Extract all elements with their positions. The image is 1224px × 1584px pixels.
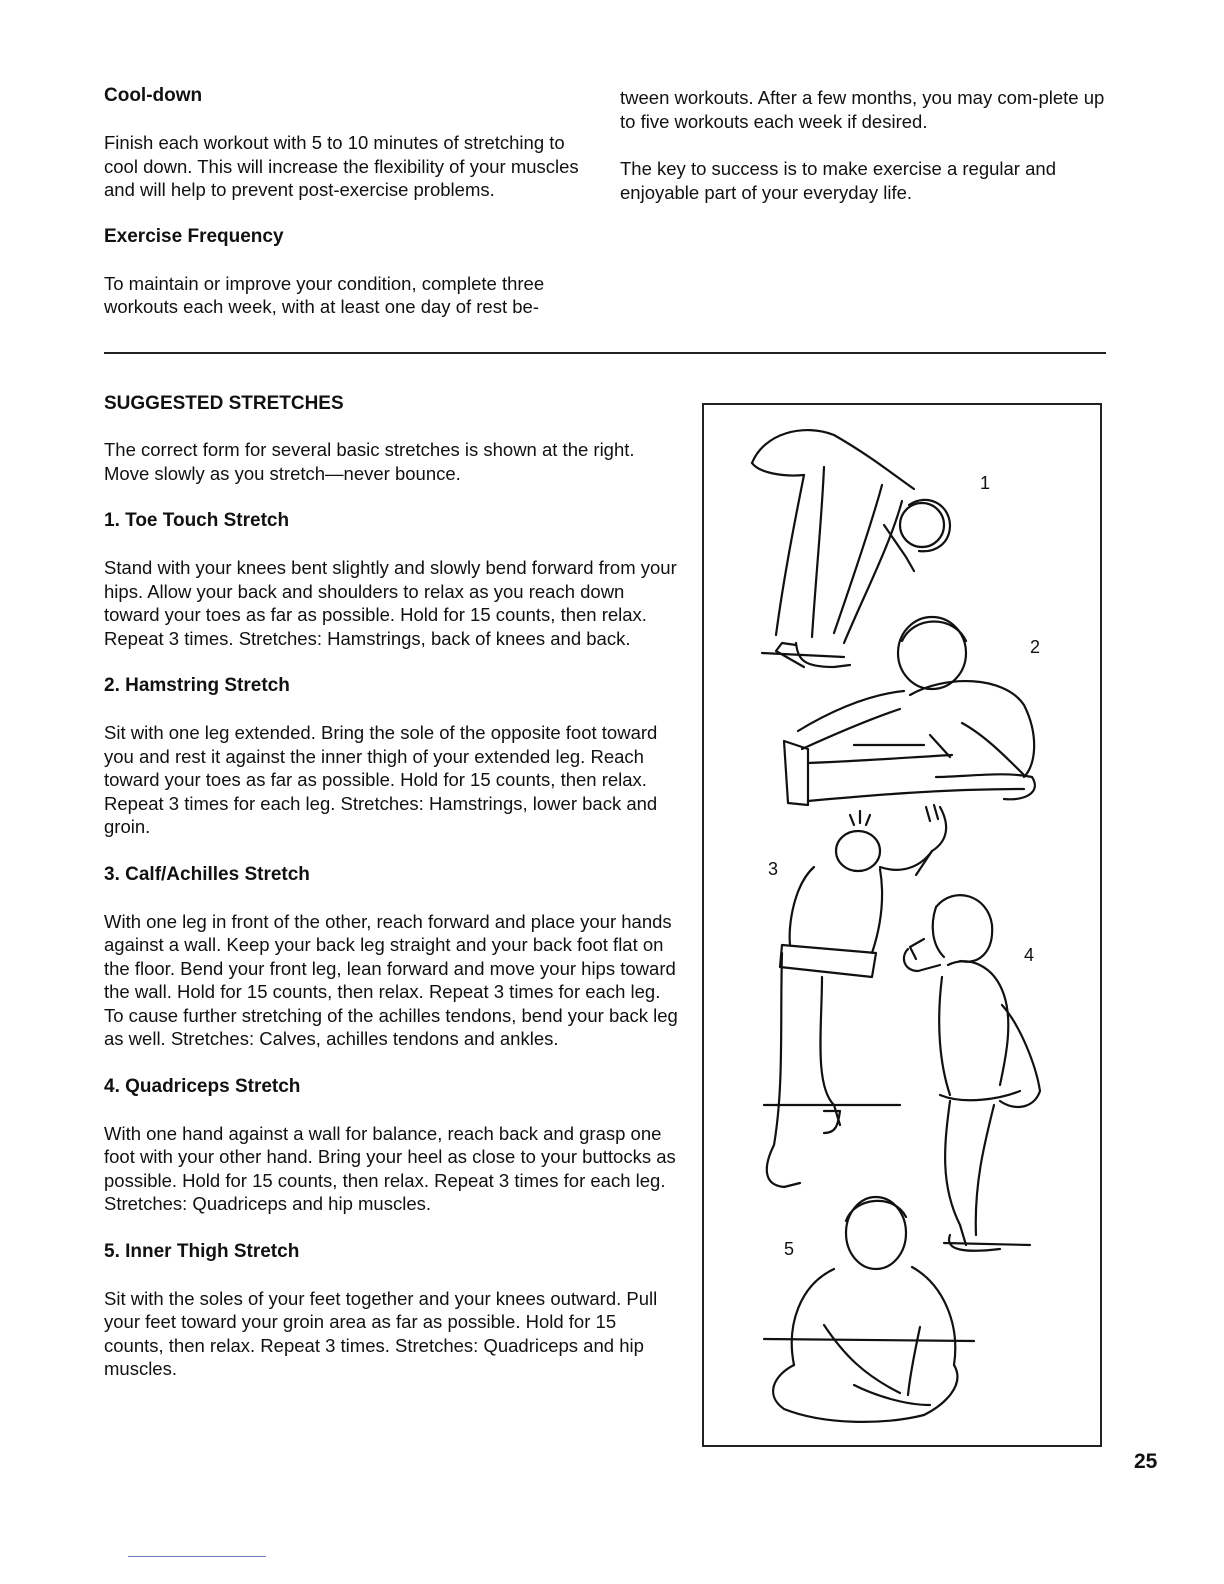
figure-label-2: 2 [1030, 637, 1041, 657]
stretch-5-text: Sit with the soles of your feet together and your knees outward. Pull your feet toward your groin area as far as possible. Hold for 15 counts, then relax. Repeat 3 times. Stretches: Quadriceps and hip muscles. [104, 1287, 658, 1379]
quadriceps-stretch-figure [904, 895, 1040, 1251]
inner-thigh-stretch-figure [764, 1197, 974, 1422]
page-number: 25 [1134, 1450, 1158, 1473]
frequency-text-part1: To maintain or improve your condition, complete three workouts each week, with at least one day of rest be- [104, 272, 545, 317]
stretches-heading: SUGGESTED STRETCHES [104, 393, 344, 414]
frequency-heading: Exercise Frequency [104, 225, 284, 247]
key-to-success-text: The key to success is to make exercise a regular and enjoyable part of your everyday life. [620, 158, 1056, 203]
calf-stretch-figure [764, 805, 946, 1187]
frequency-text-part2: tween workouts. After a few months, you may com-plete up to five workouts each week if desired. [620, 87, 1105, 132]
figure-label-5: 5 [784, 1239, 795, 1259]
top-left-column [104, 84, 594, 319]
stretch-2-text: Sit with one leg extended. Bring the sole of the opposite foot toward you and rest it against the inner thigh of your extended leg. Reach toward your toes as far as possible. Hold for 15 counts, then relax. Repeat 3 times for each leg. Stretches: Hamstrings, lower back and groin. [104, 722, 658, 837]
figure-label-1: 1 [980, 473, 991, 493]
section-divider [104, 352, 1106, 354]
cooldown-text: Finish each workout with 5 to 10 minutes of stretching to cool down. This will increase the flexibility of your muscles and will help to prevent post-exercise problems. [104, 132, 579, 200]
stretch-1-title: 1. Toe Touch Stretch [104, 510, 290, 531]
stretch-2-title: 2. Hamstring Stretch [104, 675, 290, 696]
top-right-column [620, 86, 1110, 204]
cooldown-heading: Cool-down [104, 85, 203, 106]
figure-label-3: 3 [768, 859, 779, 879]
stretch-illustrations-drawing [704, 405, 1104, 1449]
stretch-illustrations [702, 403, 1102, 1447]
stretch-1-text: Stand with your knees bent slightly and slowly bend forward from your hips. Allow your back and shoulders to relax as you reach down toward your toes as far as possible. Hold for 15 counts, then relax. Repeat 3 times. Stretches: Hamstrings, back of knees and back. [104, 557, 677, 649]
stretch-4-title: 4. Quadriceps Stretch [104, 1075, 301, 1097]
stretch-5-title: 5. Inner Thigh Stretch [104, 1240, 300, 1262]
stretch-3-text: With one leg in front of the other, reach forward and place your hands against a wall. Keep your back leg straight and your back foot flat on the floor. Bend your front leg, lean forward and move your hips toward the wall. Hold for 15 counts, then relax. Repeat 3 times for each leg. To cause further stretching of the achilles tendons, bend your back leg as well. Stretches: Calves, achilles tendons and ankles. [104, 910, 678, 1049]
stretch-3-title: 3. Calf/Achilles Stretch [104, 863, 310, 885]
figure-label-4: 4 [1024, 945, 1035, 965]
stretches-column [104, 392, 679, 1405]
toe-touch-figure [752, 430, 950, 667]
stretch-4-text: With one hand against a wall for balance, reach back and grasp one foot with your other hand. Bring your heel as close to your buttocks as possible. Hold for 15 counts, then relax. Repeat 3 times for each leg. Stretches: Quadriceps and hip muscles. [104, 1122, 676, 1214]
stretches-intro: The correct form for several basic stretches is shown at the right. Move slowly as you stretch—never bounce. [104, 439, 635, 484]
bottom-rule [128, 1556, 266, 1557]
hamstring-stretch-figure [784, 617, 1035, 805]
